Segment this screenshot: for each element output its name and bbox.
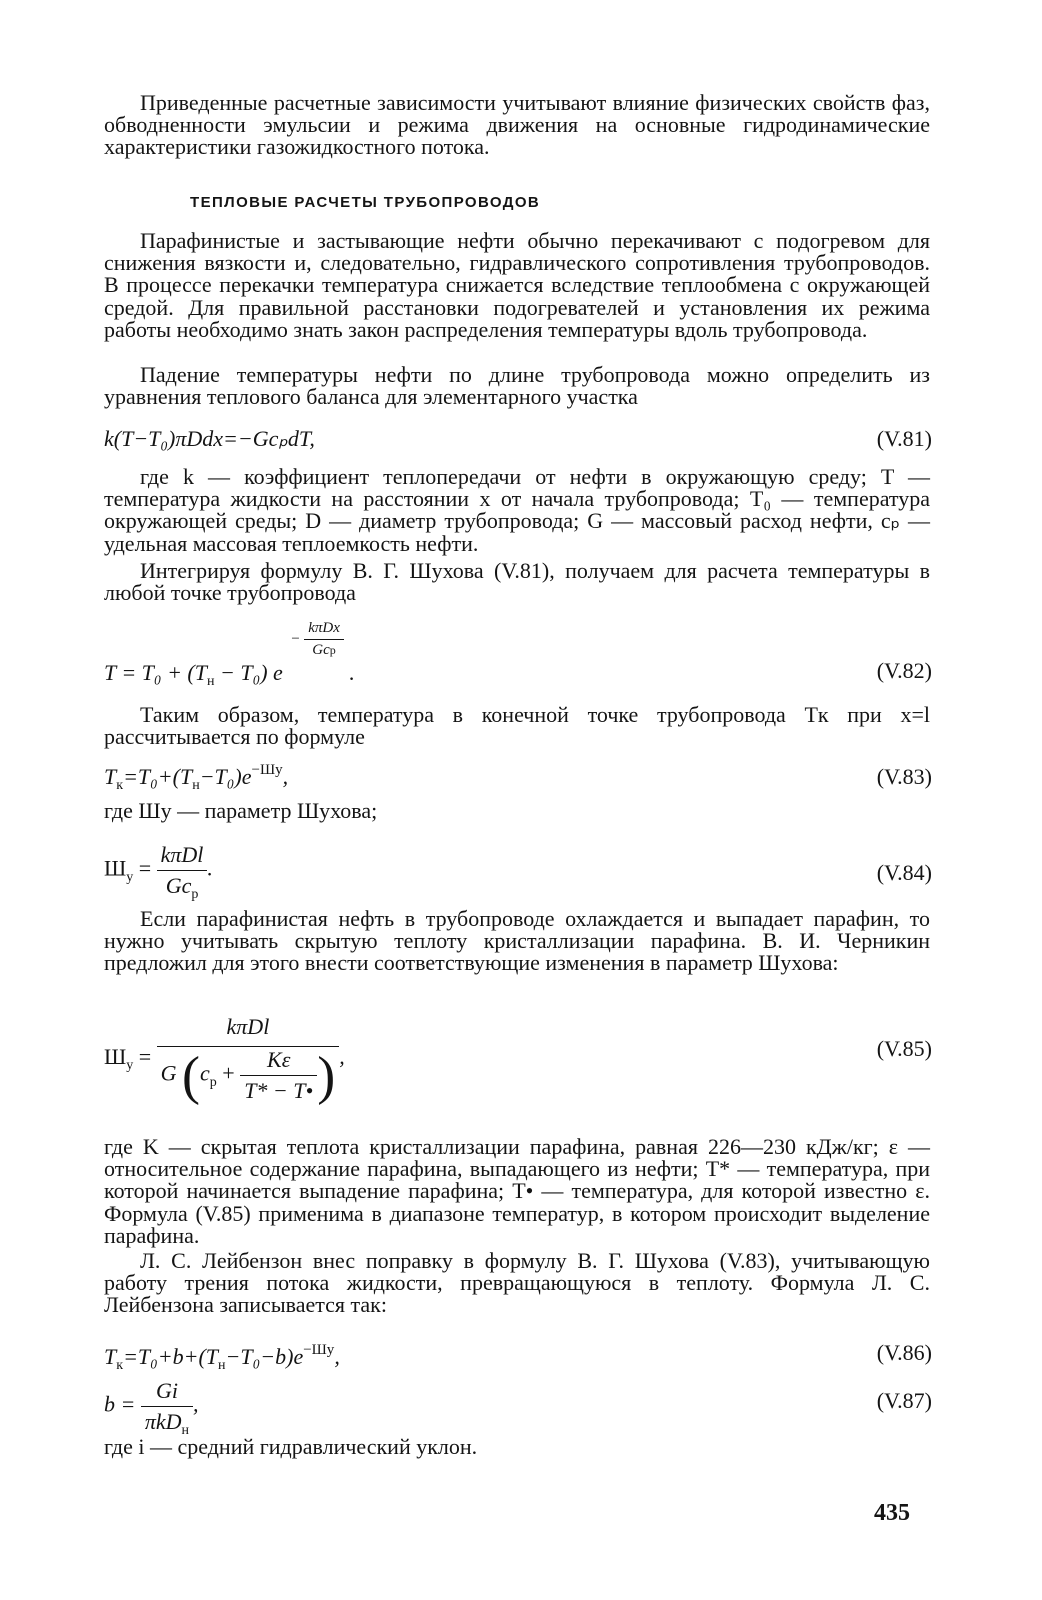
equation-v86: $T_к=T_0+b+(T_н-T_0-b)e^{-Шу}$, (104, 1342, 340, 1373)
equation-v81-text: k(T−T₀)πDdx=−GcₚdT, (104, 426, 315, 451)
paragraph-hydraulic-gradient: где i — средний гидравлический уклон. (104, 1434, 478, 1459)
paragraph-heating: Парафинистые и застывающие нефти обычно перекачивают с подогревом для снижения вязкости и, следовательно, гидравлического сопротивления трубопроводов. В процессе перекачки температура снижается вследствие теплообмена с окружающей средой. Для правильной расстановки подогревателей и установления их режима работы необходимо знать закон распределения температуры вдоль трубопровода. (104, 228, 930, 342)
paragraph-definitions-81: где k — коэффициент теплопередачи от нефти в окружающую среду; T — температура жидкости на расстоянии x от начала трубопровода; T₀ — температура окружающей среды; D — диаметр трубопровода; G — массовый расход нефти, cₚ — удельная массовая теплоемкость нефти. (104, 464, 930, 556)
equation-v82-exponent: − $\frac{\text{kπDx}}{\text{Gcp}}$ (290, 620, 344, 659)
paragraph-shukhov-integration: Интегрируя формулу В. Г. Шухова (V.81), получаем для расчета температуры в любой точке трубопровода (104, 558, 930, 606)
paragraph-definitions-85: где K — скрытая теплота кристаллизации парафина, равная 226—230 кДж/кг; ε — относительное содержание парафина, выпадающего из нефти; T* — температура, при которой начинается выпадение парафина; T• — температура, для которой известно ε. Формула (V.85) применима в диапазоне температур, в котором происходит выделение парафина. (104, 1134, 930, 1248)
paragraph-temperature-drop: Падение температуры нефти по длине трубопровода можно определить из уравнения теплового баланса для элементарного участка (104, 362, 930, 410)
equation-v85-number: (V.85) (876, 1036, 932, 1061)
equation-v84-number: (V.84) (876, 860, 932, 885)
section-heading: ТЕПЛОВЫЕ РАСЧЕТЫ ТРУБОПРОВОДОВ (190, 194, 541, 211)
paragraph-shu-parameter: где Шу — параметр Шухова; (104, 798, 378, 823)
equation-v83: $T_к=T_0+(T_н-T_0)e^{-Шу}$, (104, 762, 289, 793)
paragraph-end-point: Таким образом, температура в конечной точке трубопровода Tк при x=l рассчитывается по формуле (104, 702, 930, 750)
equation-v83-number: (V.83) (876, 764, 932, 789)
equation-v82-number: (V.82) (876, 658, 932, 683)
equation-v86-number: (V.86) (876, 1340, 932, 1365)
paragraph-leibenzon: Л. С. Лейбензон внес поправку в формулу В. Г. Шухова (V.83), учитывающую работу трения потока жидкости, превращающуюся в теплоту. Формула Л. С. Лейбензона записывается так: (104, 1248, 930, 1318)
equation-v82: $T = T_0 + (T_н - T_0) e$ − $\frac{\text{kπDx}}{\text{Gcp}}$ . (104, 620, 355, 689)
equation-v87: b = $\frac{Gi}{\pi kD_н}$ , (104, 1378, 199, 1438)
equation-v84: $Ш_у$ = $\frac{\text{kπDl}}{Gc_p}$ . (104, 842, 213, 902)
intro-paragraph: Приведенные расчетные зависимости учитывают влияние физических свойств фаз, обводненности эмульсии и режима движения на основные гидродинамические характеристики газожидкостного потока. (104, 90, 930, 160)
equation-v85: $Ш_у$ = kπDl G ($c_p$ + $\frac{K\varepsilon}{T* - T•}$ ) , (104, 1014, 345, 1106)
page-number: 435 (874, 1500, 910, 1526)
paragraph-chernikin: Если парафинистая нефть в трубопроводе охлаждается и выпадает парафин, то нужно учитывать скрытую теплоту кристаллизации парафина. В. И. Черникин предложил для этого внести соответствующие изменения в параметр Шухова: (104, 906, 930, 976)
equation-v81-number: (V.81) (876, 426, 932, 451)
equation-v87-number: (V.87) (876, 1388, 932, 1413)
equation-v81 (104, 426, 315, 452)
